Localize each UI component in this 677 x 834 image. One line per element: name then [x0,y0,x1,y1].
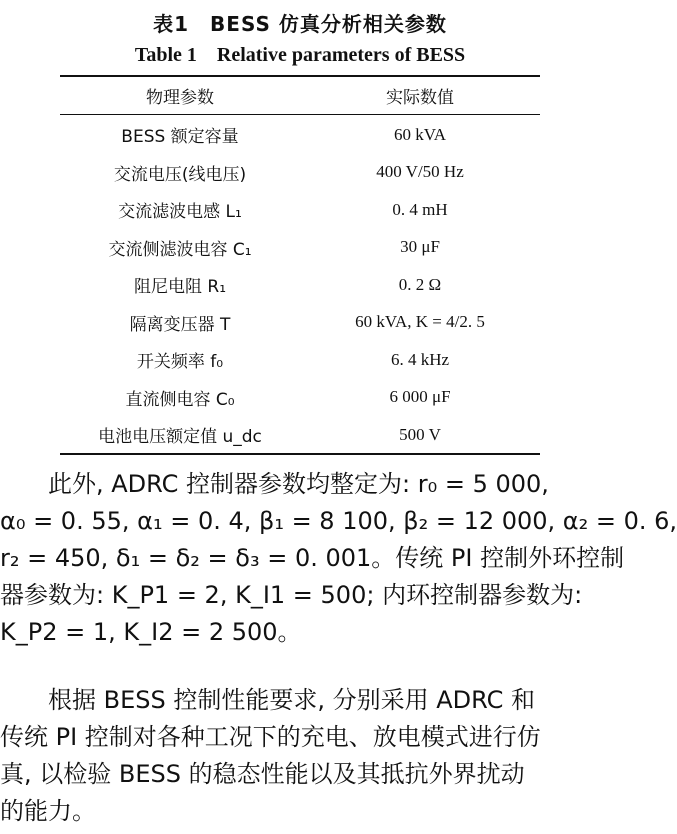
table-row [60,266,540,304]
table-row [60,304,540,342]
param-value-cell: 6. 4 kHz [390,349,450,369]
param-name-cell: 直流侧电容 C₀ [125,389,235,410]
paragraph-line: 传统 PI 控制对各种工况下的充电、放电模式进行仿 [0,723,541,751]
table-row [60,416,540,454]
table-row [60,341,540,379]
table-header-row [60,77,540,114]
param-value-cell: 60 kVA [393,124,447,144]
paragraph-line: α₀ = 0. 55, α₁ = 0. 4, β₁ = 8 100, β₂ = 12 000, α₂ = 0. 6, [0,507,677,535]
paragraph-line: 真, 以检验 BESS 的稳态性能以及其抵抗外界扰动 [0,760,525,788]
table-body [60,116,540,454]
table-header-cell: 物理参数 [146,88,214,108]
param-value-cell: 0. 4 mH [392,199,448,219]
param-name-cell: BESS 额定容量 [121,127,239,148]
param-value-cell: 500 V [399,424,441,444]
param-value-cell: 0. 2 Ω [398,274,442,294]
param-value-cell: 6 000 μF [389,387,451,407]
body-paragraph [0,682,600,830]
param-name-cell: 开关频率 f₀ [136,352,224,373]
param-name-cell: 阻尼电阻 R₁ [133,277,227,298]
table-caption-cn: 表1 BESS 仿真分析相关参数 [153,12,447,36]
table-row [60,154,540,192]
param-name-cell: 交流滤波电感 L₁ [118,202,242,223]
param-value-cell: 60 kVA, K = 4/2. 5 [355,312,485,332]
param-name-cell: 交流电压(线电压) [113,164,247,185]
param-name-cell: 交流侧滤波电容 C₁ [108,239,252,260]
table-row [60,379,540,417]
param-value-cell: 400 V/50 Hz [376,162,464,182]
parameters-table [60,77,540,448]
param-name-cell: 隔离变压器 T [129,314,231,335]
paragraph-line: K_P2 = 1, K_I2 = 2 500。 [0,618,302,646]
table-row [60,116,540,154]
paragraph-line: 的能力。 [0,797,96,825]
paragraph-line: 此外, ADRC 控制器参数均整定为: r₀ = 5 000, [48,470,549,498]
paragraph-line: 器参数为: K_P1 = 2, K_I1 = 500; 内环控制器参数为: [0,581,583,609]
table-row [60,191,540,229]
param-name-cell: 电池电压额定值 u_dc [98,427,262,448]
table-caption-en: Table 1 Relative parameters of BESS [134,44,466,66]
table-row [60,229,540,267]
paragraph-line: r₂ = 450, δ₁ = δ₂ = δ₃ = 0. 001。传统 PI 控制外环控制 [0,544,625,572]
table-header-cell: 实际数值 [386,88,454,108]
param-value-cell: 30 μF [400,237,440,257]
body-paragraph [0,466,677,651]
paragraph-line: 根据 BESS 控制性能要求, 分别采用 ADRC 和 [48,686,536,714]
table-header-rule [60,114,540,115]
